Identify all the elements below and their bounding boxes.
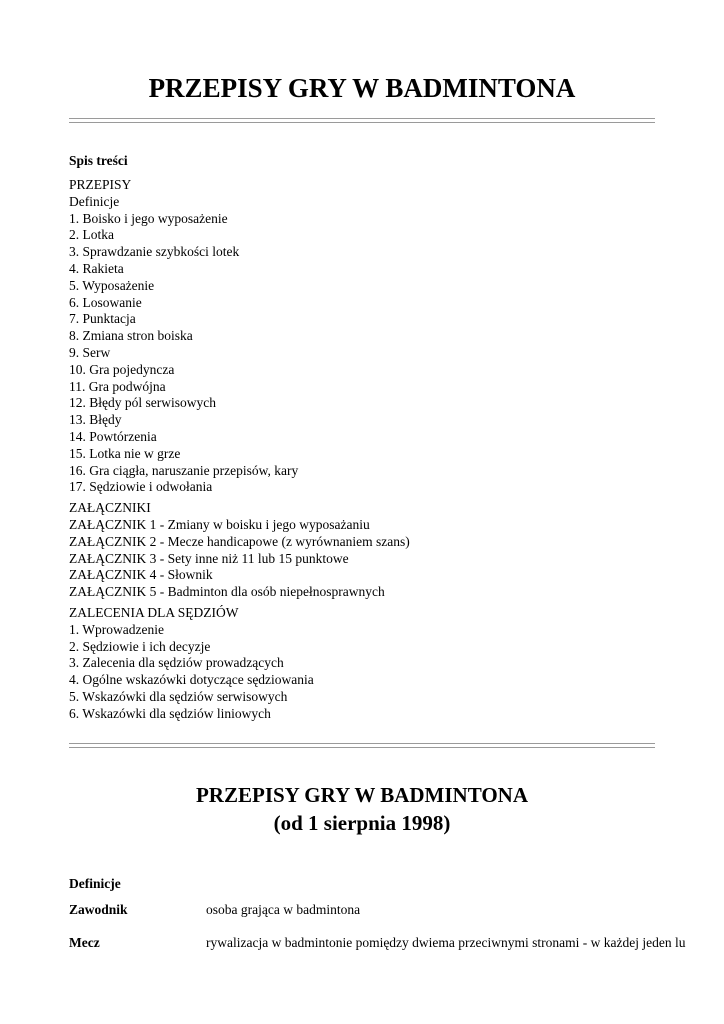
toc-link[interactable]: 9. Serw: [69, 344, 111, 360]
toc-link[interactable]: ZAŁĄCZNIK 5 - Badminton dla osób niepełnosprawnych: [69, 584, 385, 600]
toc-group-title[interactable]: PRZEPISY: [69, 177, 132, 192]
toc-link[interactable]: 5. Wskazówki dla sędziów serwisowych: [69, 688, 288, 704]
section-title-line1: PRZEPISY GRY W BADMINTONA: [195, 783, 528, 807]
divider-bottom: [69, 743, 655, 748]
document-title: PRZEPISY GRY W BADMINTONA: [148, 73, 576, 103]
toc-link[interactable]: 14. Powtórzenia: [69, 428, 157, 444]
toc-group-title[interactable]: ZALECENIA DLA SĘDZIÓW: [69, 604, 239, 620]
toc-link[interactable]: 10. Gra pojedyncza: [69, 361, 175, 377]
toc-link[interactable]: 13. Błędy: [69, 412, 122, 428]
section-title-line2: (od 1 sierpnia 1998): [273, 811, 451, 835]
toc-link[interactable]: 8. Zmiana stron boiska: [69, 328, 193, 344]
toc-link[interactable]: 12. Błędy pól serwisowych: [69, 395, 216, 411]
toc-link[interactable]: Definicje: [69, 193, 120, 209]
toc-group-title[interactable]: ZAŁĄCZNIKI: [69, 500, 151, 516]
definition-text: rywalizacja w badmintonie pomiędzy dwiema przeciwnymi stronami - w każdej jeden lu: [206, 935, 686, 950]
divider-top: [69, 118, 655, 123]
table-of-contents: [69, 177, 410, 727]
toc-link[interactable]: 6. Wskazówki dla sędziów liniowych: [69, 705, 271, 721]
toc-group-zalecenia: [69, 605, 410, 723]
toc-link[interactable]: 2. Sędziowie i ich decyzje: [69, 638, 211, 654]
toc-link[interactable]: 4. Ogólne wskazówki dotyczące sędziowania: [69, 672, 314, 688]
toc-link[interactable]: 1. Boisko i jego wyposażenie: [69, 210, 228, 226]
toc-link[interactable]: 3. Zalecenia dla sędziów prowadzących: [69, 655, 284, 671]
toc-link[interactable]: ZAŁĄCZNIK 1 - Zmiany w boisku i jego wyposażaniu: [69, 516, 370, 532]
toc-link[interactable]: 5. Wyposażenie: [69, 277, 155, 293]
toc-group-zalaczniki: [69, 500, 410, 601]
toc-link[interactable]: ZAŁĄCZNIK 3 - Sety inne niż 11 lub 15 punktowe: [69, 550, 349, 566]
toc-link[interactable]: 16. Gra ciągła, naruszanie przepisów, kary: [69, 462, 299, 478]
toc-link[interactable]: 2. Lotka: [69, 227, 114, 243]
toc-group-przepisy: [69, 177, 410, 496]
toc-link[interactable]: 3. Sprawdzanie szybkości lotek: [69, 244, 240, 260]
definitions-heading: Definicje: [69, 876, 121, 891]
toc-link[interactable]: ZAŁĄCZNIK 4 - Słownik: [69, 567, 213, 583]
toc-link[interactable]: 6. Losowanie: [69, 294, 142, 310]
toc-link[interactable]: ZAŁĄCZNIK 2 - Mecze handicapowe (z wyrównaniem szans): [69, 533, 410, 549]
toc-link[interactable]: 11. Gra podwójna: [69, 378, 166, 394]
toc-link[interactable]: 17. Sędziowie i odwołania: [69, 479, 213, 495]
definition-term: Mecz: [69, 935, 100, 950]
toc-link[interactable]: 4. Rakieta: [69, 260, 124, 276]
section-title: [0, 781, 724, 837]
definition-term: Zawodnik: [69, 902, 128, 917]
toc-link[interactable]: 7. Punktacja: [69, 311, 136, 327]
toc-link[interactable]: 15. Lotka nie w grze: [69, 445, 181, 461]
toc-heading: Spis treści: [69, 153, 128, 168]
definition-text: osoba grająca w badmintona: [206, 902, 361, 917]
toc-link[interactable]: 1. Wprowadzenie: [69, 621, 164, 637]
